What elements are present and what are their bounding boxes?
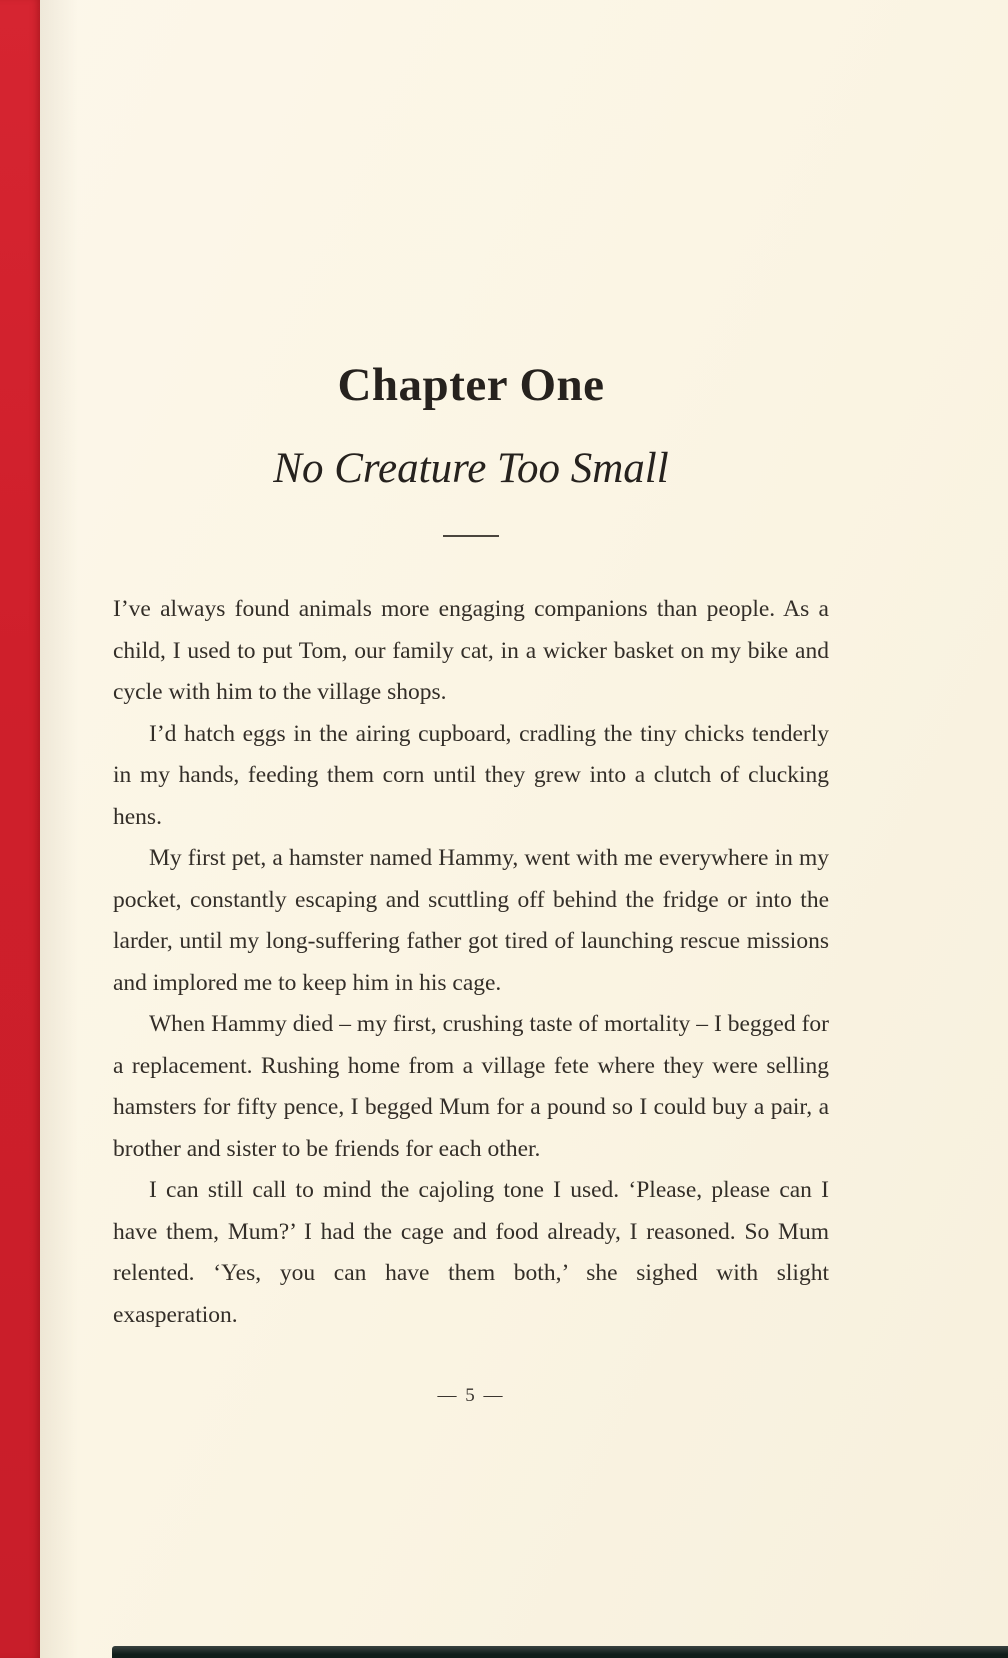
chapter-subtitle: No Creature Too Small xyxy=(273,445,669,492)
page-gutter-shadow xyxy=(40,0,78,1658)
paragraph: My first pet, a hamster named Hammy, went with me everywhere in my pocket, constantly escaping and scuttling off behind the fridge or into the larder, until my long-suffering father got tired of launching rescue missions and implored me to keep him in his cage. xyxy=(113,845,829,996)
paragraph: I can still call to mind the cajoling tone I used. ‘Please, please can I have them, Mum?’ I had the cage and food already, I reasoned. So Mum relented. ‘Yes, you can have them both,’ she sighed with slight exasperation. xyxy=(113,1177,829,1328)
scan-bottom-edge xyxy=(112,1646,1008,1658)
book-cover-edge xyxy=(0,0,40,1658)
page-number: — 5 — xyxy=(437,1385,505,1406)
chapter-title: Chapter One xyxy=(337,359,605,411)
paragraph: I’ve always found animals more engaging companions than people. As a child, I used to put Tom, our family cat, in a wicker basket on my bike and cycle with him to the village shops. xyxy=(113,596,829,705)
paragraph: When Hammy died – my first, crushing taste of mortality – I begged for a replacement. Rushing home from a village fete where they were selling hamsters for fifty pence, I begged Mum for a pound so I could buy a pair, a brother and sister to be friends for each other. xyxy=(113,1011,829,1162)
divider-rule xyxy=(443,535,499,537)
page-content xyxy=(113,0,829,1658)
body-text xyxy=(113,589,829,1336)
paragraph: I’d hatch eggs in the airing cupboard, cradling the tiny chicks tenderly in my hands, feeding them corn until they grew into a clutch of clucking hens. xyxy=(113,720,829,830)
